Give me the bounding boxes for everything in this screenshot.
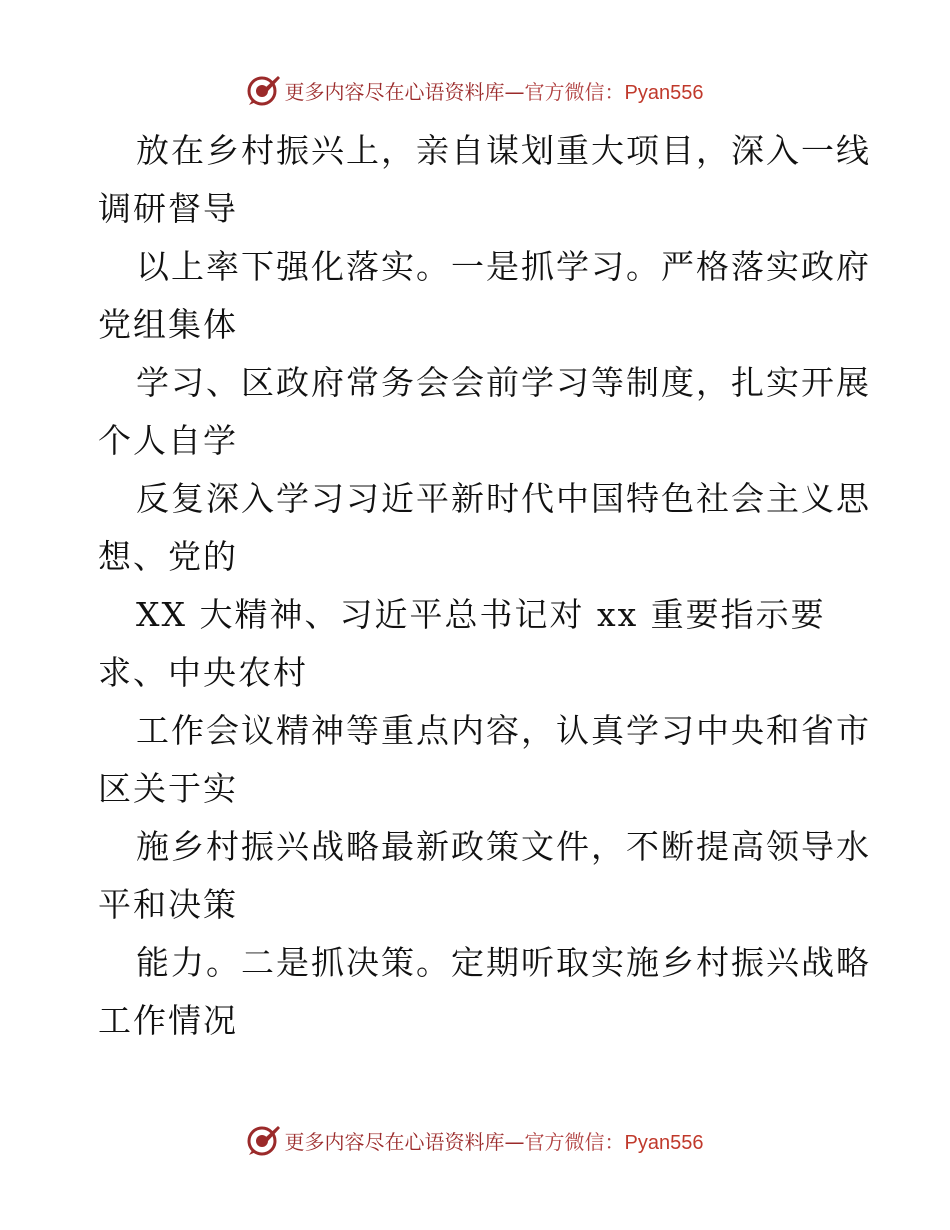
document-body: [98, 122, 871, 1050]
header-banner: [0, 70, 950, 110]
pen-logo-icon: [247, 73, 281, 107]
pen-logo-icon: [247, 1123, 281, 1157]
body-line: 工作情况: [98, 1001, 238, 1040]
body-line: 个人自学: [98, 421, 238, 460]
banner-site-name: 更多内容尽在心语资料库: [284, 1129, 505, 1154]
banner-site-name: 更多内容尽在心语资料库: [284, 79, 505, 104]
body-line: 平和决策: [98, 885, 238, 924]
body-line: 放在乡村振兴上，亲自谋划重大项目，深入一线: [136, 131, 871, 170]
banner-wechat-label: 官方微信：: [524, 79, 625, 104]
body-line: 反复深入学习习近平新时代中国特色社会主义思: [136, 479, 871, 518]
body-line: 想、党的: [98, 537, 238, 576]
body-line: 调研督导: [98, 189, 238, 228]
body-line: 区关于实: [98, 769, 238, 808]
body-line: 学习、区政府常务会会前学习等制度，扎实开展: [136, 363, 871, 402]
body-line: 能力。二是抓决策。定期听取实施乡村振兴战略: [136, 943, 871, 982]
body-line: 工作会议精神等重点内容，认真学习中央和省市: [136, 711, 871, 750]
body-line: 施乡村振兴战略最新政策文件，不断提高领导水: [136, 827, 871, 866]
body-line: XX 大精神、习近平总书记对 xx 重要指示要: [136, 595, 826, 634]
footer-banner: [0, 1120, 950, 1160]
banner-text: [285, 76, 704, 105]
body-line: 以上率下强化落实。一是抓学习。严格落实政府: [136, 247, 871, 286]
body-line: 求、中央农村: [98, 653, 308, 692]
banner-wechat-account: Pyan556: [624, 1131, 704, 1154]
banner-dash: —: [504, 79, 525, 104]
banner-wechat-account: Pyan556: [624, 81, 704, 104]
banner-wechat-label: 官方微信：: [524, 1129, 625, 1154]
banner-text: [285, 1126, 704, 1155]
body-line: 党组集体: [98, 305, 238, 344]
banner-dash: —: [504, 1129, 525, 1154]
